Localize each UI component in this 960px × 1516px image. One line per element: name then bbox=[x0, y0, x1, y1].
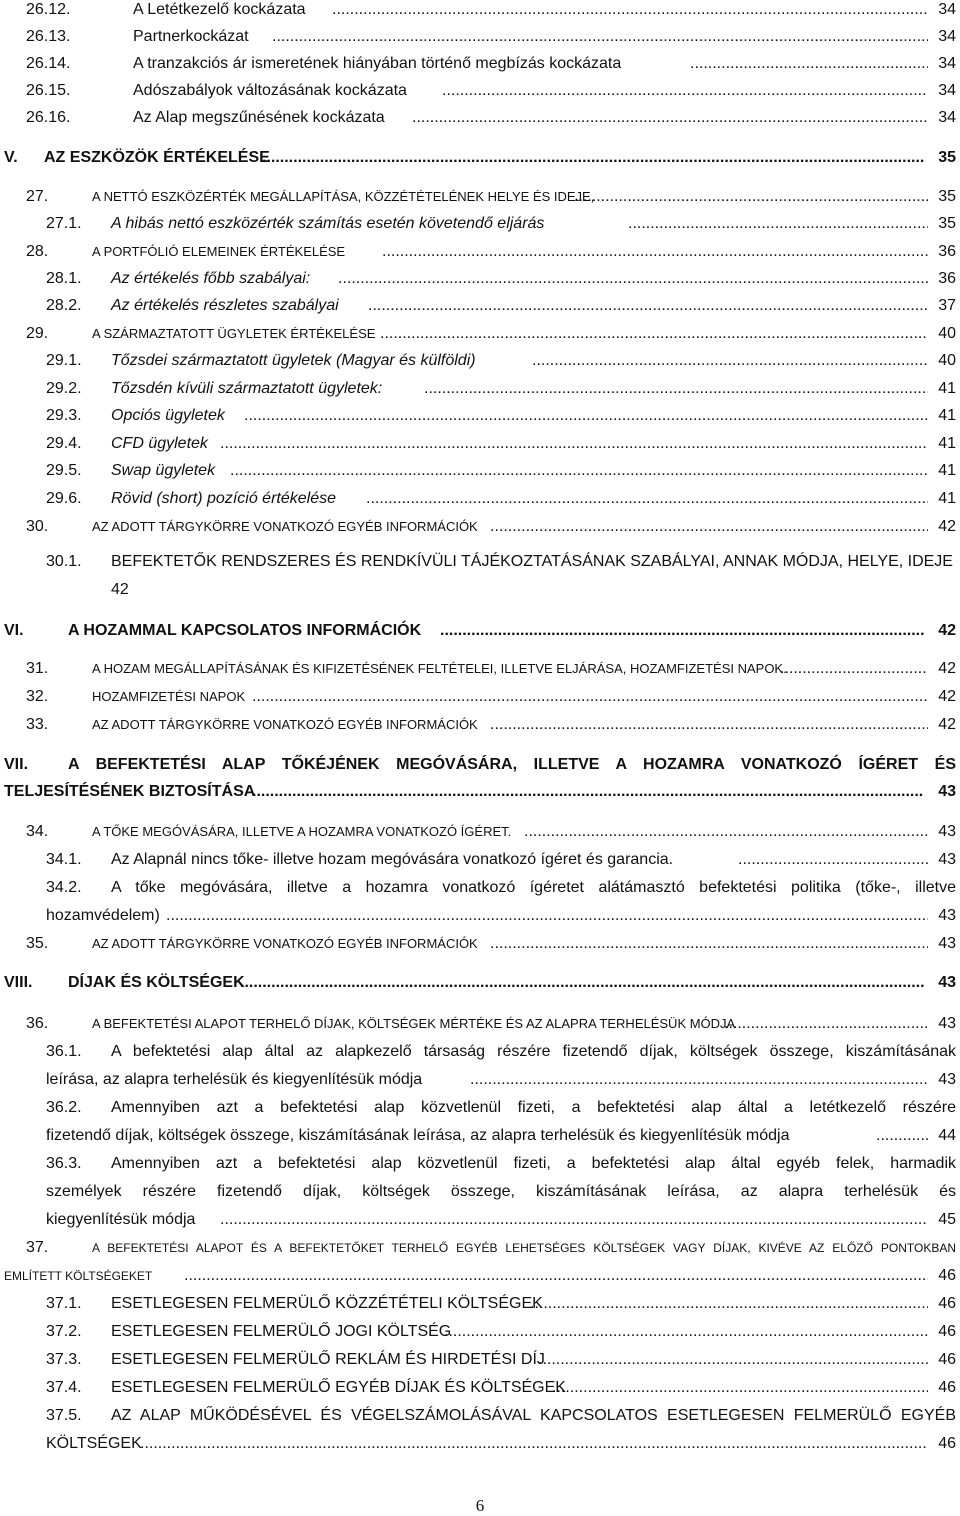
toc-page-number: 43 bbox=[938, 783, 956, 800]
toc-number: 36.2. bbox=[46, 1099, 82, 1116]
toc-leader bbox=[538, 1350, 928, 1370]
toc-title: HOZAMFIZETÉSI NAPOK bbox=[92, 689, 246, 704]
toc-page-number: 43 bbox=[938, 907, 956, 924]
toc-number: 26.16. bbox=[26, 109, 71, 126]
toc-page-number: 34 bbox=[938, 109, 956, 126]
toc-number: 36.1. bbox=[46, 1043, 82, 1060]
toc-number: 28. bbox=[26, 243, 49, 260]
toc-number: 37.2. bbox=[46, 1323, 82, 1340]
toc-number: 35. bbox=[26, 935, 49, 952]
toc-leader bbox=[166, 906, 928, 926]
toc-number: 32. bbox=[26, 688, 49, 705]
toc-page-number: 42 bbox=[938, 660, 956, 677]
toc-leader bbox=[220, 1210, 928, 1230]
toc-leader bbox=[262, 148, 924, 168]
toc-number: 29.4. bbox=[46, 435, 82, 452]
toc-leader bbox=[382, 242, 928, 262]
toc-title: A Letétkezelő kockázata bbox=[133, 1, 306, 18]
toc-title-cont: leírása, az alapra terhelésük és kiegyenlítésük módja bbox=[46, 1071, 423, 1088]
toc-page-number: 43 bbox=[938, 974, 956, 991]
toc-leader bbox=[252, 782, 924, 802]
toc-page-number: 43 bbox=[938, 851, 956, 868]
toc-title: DÍJAK ÉS KÖLTSÉGEK bbox=[68, 974, 245, 991]
toc-number: 34.1. bbox=[46, 851, 82, 868]
toc-page-number: 43 bbox=[938, 1015, 956, 1032]
toc-page-number: 34 bbox=[938, 28, 956, 45]
toc-title-cont: fizetendő díjak, költségek összege, kiszámításának leírása, az alapra terhelésük és kiegyenlítésük módja bbox=[46, 1127, 790, 1144]
toc-title: BEFEKTETŐK RENDSZERES ÉS RENDKÍVÜLI TÁJÉKOZTATÁSÁNAK SZABÁLYAI, ANNAK MÓDJA, HELYE, IDEJE bbox=[111, 553, 953, 570]
toc-page-number: 44 bbox=[938, 1127, 956, 1144]
toc-page-number: 42 bbox=[938, 622, 956, 639]
toc-title: Az értékelés részletes szabályai bbox=[111, 297, 339, 314]
toc-page-number: 40 bbox=[938, 325, 956, 342]
toc-leader bbox=[738, 850, 928, 870]
toc-number: 29.2. bbox=[46, 380, 82, 397]
toc-title: Amennyiben azt a befektetési alap közvetlenül fizeti, a befektetési alap által a letétkezelő részére bbox=[111, 1099, 956, 1116]
toc-page-number: 35 bbox=[938, 149, 956, 166]
toc-title: Az Alapnál nincs tőke- illetve hozam megóvására vonatkozó ígéret és garancia. bbox=[111, 851, 674, 868]
toc-page-number: 35 bbox=[938, 215, 956, 232]
toc-title: Tőzsdei származtatott ügyletek (Magyar és külföldi) bbox=[111, 352, 476, 369]
toc-leader bbox=[424, 379, 928, 399]
toc-leader bbox=[412, 108, 928, 128]
toc-number: VII. bbox=[4, 756, 29, 773]
toc-title: Az Alap megszűnésének kockázata bbox=[133, 109, 385, 126]
toc-title: Adószabályok változásának kockázata bbox=[133, 82, 407, 99]
toc-number: 29.6. bbox=[46, 490, 82, 507]
toc-page-number: 41 bbox=[938, 490, 956, 507]
toc-number: 28.2. bbox=[46, 297, 82, 314]
toc-title: A PORTFÓLIÓ ELEMEINEK ÉRTÉKELÉSE bbox=[92, 244, 346, 259]
toc-leader bbox=[724, 1014, 928, 1034]
toc-leader bbox=[440, 621, 924, 641]
toc-title: AZ ALAP MŰKÖDÉSÉVEL ÉS VÉGELSZÁMOLÁSÁVAL KAPCSOLATOS ESETLEGESEN FELMERÜLŐ EGYÉB bbox=[111, 1407, 956, 1424]
toc-page-number: 36 bbox=[938, 270, 956, 287]
toc-page-number: 34 bbox=[938, 55, 956, 72]
toc-title: A HOZAMMAL KAPCSOLATOS INFORMÁCIÓK bbox=[68, 622, 422, 639]
toc-page-number: 43 bbox=[938, 1071, 956, 1088]
toc-leader bbox=[530, 1294, 928, 1314]
toc-title: A BEFEKTETÉSI ALAP TŐKÉJÉNEK MEGÓVÁSÁRA, ILLETVE A HOZAMRA VONATKOZÓ ÍGÉRET ÉS bbox=[68, 756, 956, 773]
toc-leader bbox=[442, 81, 928, 101]
toc-title: A BEFEKTETÉSI ALAPOT TERHELŐ DÍJAK, KÖLTSÉGEK MÉRTÉKE ÉS AZ ALAPRA TERHELÉSÜK MÓDJA bbox=[92, 1016, 736, 1031]
toc-title: A TŐKE MEGÓVÁSÁRA, ILLETVE A HOZAMRA VONATKOZÓ ÍGÉRET. bbox=[92, 824, 512, 839]
toc-leader bbox=[574, 187, 928, 207]
toc-title: ESETLEGESEN FELMERÜLŐ JOGI KÖLTSÉG bbox=[111, 1323, 452, 1340]
toc-number: VI. bbox=[4, 622, 24, 639]
toc-title-cont: EMLÍTETT KÖLTSÉGEKET bbox=[4, 1269, 153, 1283]
toc-title: A befektetési alap által az alapkezelő társaság részére fizetendő díjak, költségek összege, kiszámításának bbox=[111, 1043, 956, 1060]
toc-number: 26.12. bbox=[26, 1, 71, 18]
page-number: 6 bbox=[475, 1496, 485, 1515]
toc-title: Opciós ügyletek bbox=[111, 407, 225, 424]
toc-title: AZ ADOTT TÁRGYKÖRRE VONATKOZÓ EGYÉB INFORMÁCIÓK bbox=[92, 519, 478, 534]
toc-leader bbox=[490, 517, 928, 537]
toc-page-number: 46 bbox=[938, 1323, 956, 1340]
toc-title: AZ ADOTT TÁRGYKÖRRE VONATKOZÓ EGYÉB INFORMÁCIÓK bbox=[92, 717, 478, 732]
toc-number: V. bbox=[4, 149, 18, 166]
toc-title: Amennyiben azt a befektetési alap közvetlenül fizeti, a befektetési alap által egyéb felek, harmadik bbox=[111, 1155, 956, 1172]
toc-leader bbox=[532, 351, 928, 371]
toc-number: 27.1. bbox=[46, 215, 82, 232]
toc-title-cont: TELJESÍTÉSÉNEK BIZTOSÍTÁSA bbox=[4, 783, 256, 800]
toc-title: A SZÁRMAZTATOTT ÜGYLETEK ÉRTÉKELÉSE bbox=[92, 326, 376, 341]
toc-page-number: 35 bbox=[938, 188, 956, 205]
toc-title: A BEFEKTETÉSI ALAPOT ÉS A BEFEKTETŐKET TERHELŐ EGYÉB LEHETSÉGES KÖLTSÉGEK VAGY DÍJAK, KIVÉVE AZ ELŐZŐ PONTOKBAN bbox=[92, 1241, 956, 1255]
toc-page-number: 41 bbox=[938, 462, 956, 479]
toc-number: 30.1. bbox=[46, 553, 82, 570]
toc-leader bbox=[338, 269, 928, 289]
toc-leader bbox=[220, 434, 928, 454]
toc-page-number: 46 bbox=[938, 1379, 956, 1396]
toc-leader bbox=[240, 973, 924, 993]
toc-number: 27. bbox=[26, 188, 49, 205]
toc-page-number: 46 bbox=[938, 1351, 956, 1368]
toc-leader bbox=[368, 296, 928, 316]
toc-title: ESETLEGESEN FELMERÜLŐ KÖZZÉTÉTELI KÖLTSÉGEK bbox=[111, 1295, 543, 1312]
toc-leader bbox=[272, 27, 928, 47]
toc-leader bbox=[184, 1266, 928, 1286]
toc-page-number: 34 bbox=[938, 1, 956, 18]
toc-number: 31. bbox=[26, 660, 49, 677]
toc-number: 29.5. bbox=[46, 462, 82, 479]
toc-number: 29. bbox=[26, 325, 49, 342]
toc-title: Partnerkockázat bbox=[133, 28, 249, 45]
toc-number: 29.3. bbox=[46, 407, 82, 424]
toc-page-number: 34 bbox=[938, 82, 956, 99]
toc-page-number: 42 bbox=[938, 716, 956, 733]
toc-number: 36. bbox=[26, 1015, 49, 1032]
toc-leader bbox=[444, 1322, 928, 1342]
toc-title: Rövid (short) pozíció értékelése bbox=[111, 490, 336, 507]
toc-leader bbox=[140, 1434, 928, 1454]
toc-number: 37.4. bbox=[46, 1379, 82, 1396]
toc-title-cont: hozamvédelem) bbox=[46, 907, 160, 924]
toc-number: 37.3. bbox=[46, 1351, 82, 1368]
toc-number: 34. bbox=[26, 823, 49, 840]
toc-leader bbox=[490, 934, 928, 954]
toc-title-cont: kiegyenlítésük módja bbox=[46, 1211, 196, 1228]
toc-number: 29.1. bbox=[46, 352, 82, 369]
toc-title: Az értékelés főbb szabályai: bbox=[111, 270, 311, 287]
toc-number: 26.14. bbox=[26, 55, 71, 72]
toc-leader bbox=[780, 659, 928, 679]
toc-title: A tőke megóvására, illetve a hozamra vonatkozó ígéretet alátámasztó befektetési politika (tőke-, illetve bbox=[111, 879, 956, 896]
toc-title: A hibás nettó eszközérték számítás esetén követendő eljárás bbox=[111, 215, 545, 232]
toc-leader bbox=[524, 822, 928, 842]
toc-title: AZ ADOTT TÁRGYKÖRRE VONATKOZÓ EGYÉB INFORMÁCIÓK bbox=[92, 936, 478, 951]
toc-page-number: 42 bbox=[938, 518, 956, 535]
toc-page-number: 46 bbox=[938, 1267, 956, 1284]
toc-page-number: 46 bbox=[938, 1435, 956, 1452]
toc-leader bbox=[230, 461, 928, 481]
toc-page-number: 45 bbox=[938, 1211, 956, 1228]
toc-number: 37. bbox=[26, 1239, 49, 1256]
toc-title: AZ ESZKÖZÖK ÉRTÉKELÉSE bbox=[44, 149, 270, 166]
toc-leader bbox=[366, 489, 928, 509]
toc-title: A NETTÓ ESZKÖZÉRTÉK MEGÁLLAPÍTÁSA, KÖZZÉTÉTELÉNEK HELYE ÉS IDEJE, bbox=[92, 189, 595, 204]
toc-page-number: 42 bbox=[938, 688, 956, 705]
toc-number: 28.1. bbox=[46, 270, 82, 287]
toc-title: Tőzsdén kívüli származtatott ügyletek: bbox=[111, 380, 383, 397]
toc-leader bbox=[244, 406, 928, 426]
toc-number: 36.3. bbox=[46, 1155, 82, 1172]
toc-page-number: 41 bbox=[938, 407, 956, 424]
toc-page-number: 41 bbox=[938, 435, 956, 452]
toc-page-number: 37 bbox=[938, 297, 956, 314]
toc-number: VIII. bbox=[4, 974, 33, 991]
toc-number: 37.1. bbox=[46, 1295, 82, 1312]
toc-title-cont: személyek részére fizetendő díjak, költségek összege, kiszámításának leírása, az alapra terhelésük és bbox=[46, 1183, 956, 1200]
toc-page-number: 46 bbox=[938, 1295, 956, 1312]
toc-page-number: 36 bbox=[938, 243, 956, 260]
toc-number: 30. bbox=[26, 518, 49, 535]
toc-number: 33. bbox=[26, 716, 49, 733]
toc-leader bbox=[332, 0, 928, 20]
toc-number: 34.2. bbox=[46, 879, 82, 896]
toc-leader bbox=[690, 54, 928, 74]
toc-title: CFD ügyletek bbox=[111, 435, 208, 452]
toc-leader bbox=[552, 1378, 928, 1398]
toc-title-cont: KÖLTSÉGEK bbox=[46, 1435, 142, 1452]
toc-page-number: 43 bbox=[938, 935, 956, 952]
toc-number: 26.13. bbox=[26, 28, 71, 45]
toc-page-number: 42 bbox=[111, 581, 129, 598]
toc-title: Swap ügyletek bbox=[111, 462, 216, 479]
toc-title: ESETLEGESEN FELMERÜLŐ REKLÁM ÉS HIRDETÉSI DÍJ bbox=[111, 1351, 545, 1368]
toc-title: A HOZAM MEGÁLLAPÍTÁSÁNAK ÉS KIFIZETÉSÉNEK FELTÉTELEI, ILLETVE ELJÁRÁSA, HOZAMFIZETÉSI NAPOK. bbox=[92, 661, 787, 676]
toc-leader bbox=[628, 214, 928, 234]
toc-leader bbox=[876, 1126, 928, 1146]
toc-page-number: 41 bbox=[938, 380, 956, 397]
toc-page-number: 40 bbox=[938, 352, 956, 369]
toc-page-number: 43 bbox=[938, 823, 956, 840]
toc-title: A tranzakciós ár ismeretének hiányában történő megbízás kockázata bbox=[133, 55, 622, 72]
toc-title: ESETLEGESEN FELMERÜLŐ EGYÉB DÍJAK ÉS KÖLTSÉGEK bbox=[111, 1379, 566, 1396]
toc-number: 26.15. bbox=[26, 82, 71, 99]
toc-number: 37.5. bbox=[46, 1407, 82, 1424]
toc-leader bbox=[470, 1070, 928, 1090]
toc-leader bbox=[490, 715, 928, 735]
toc-leader bbox=[252, 687, 928, 707]
toc-leader bbox=[380, 324, 928, 344]
